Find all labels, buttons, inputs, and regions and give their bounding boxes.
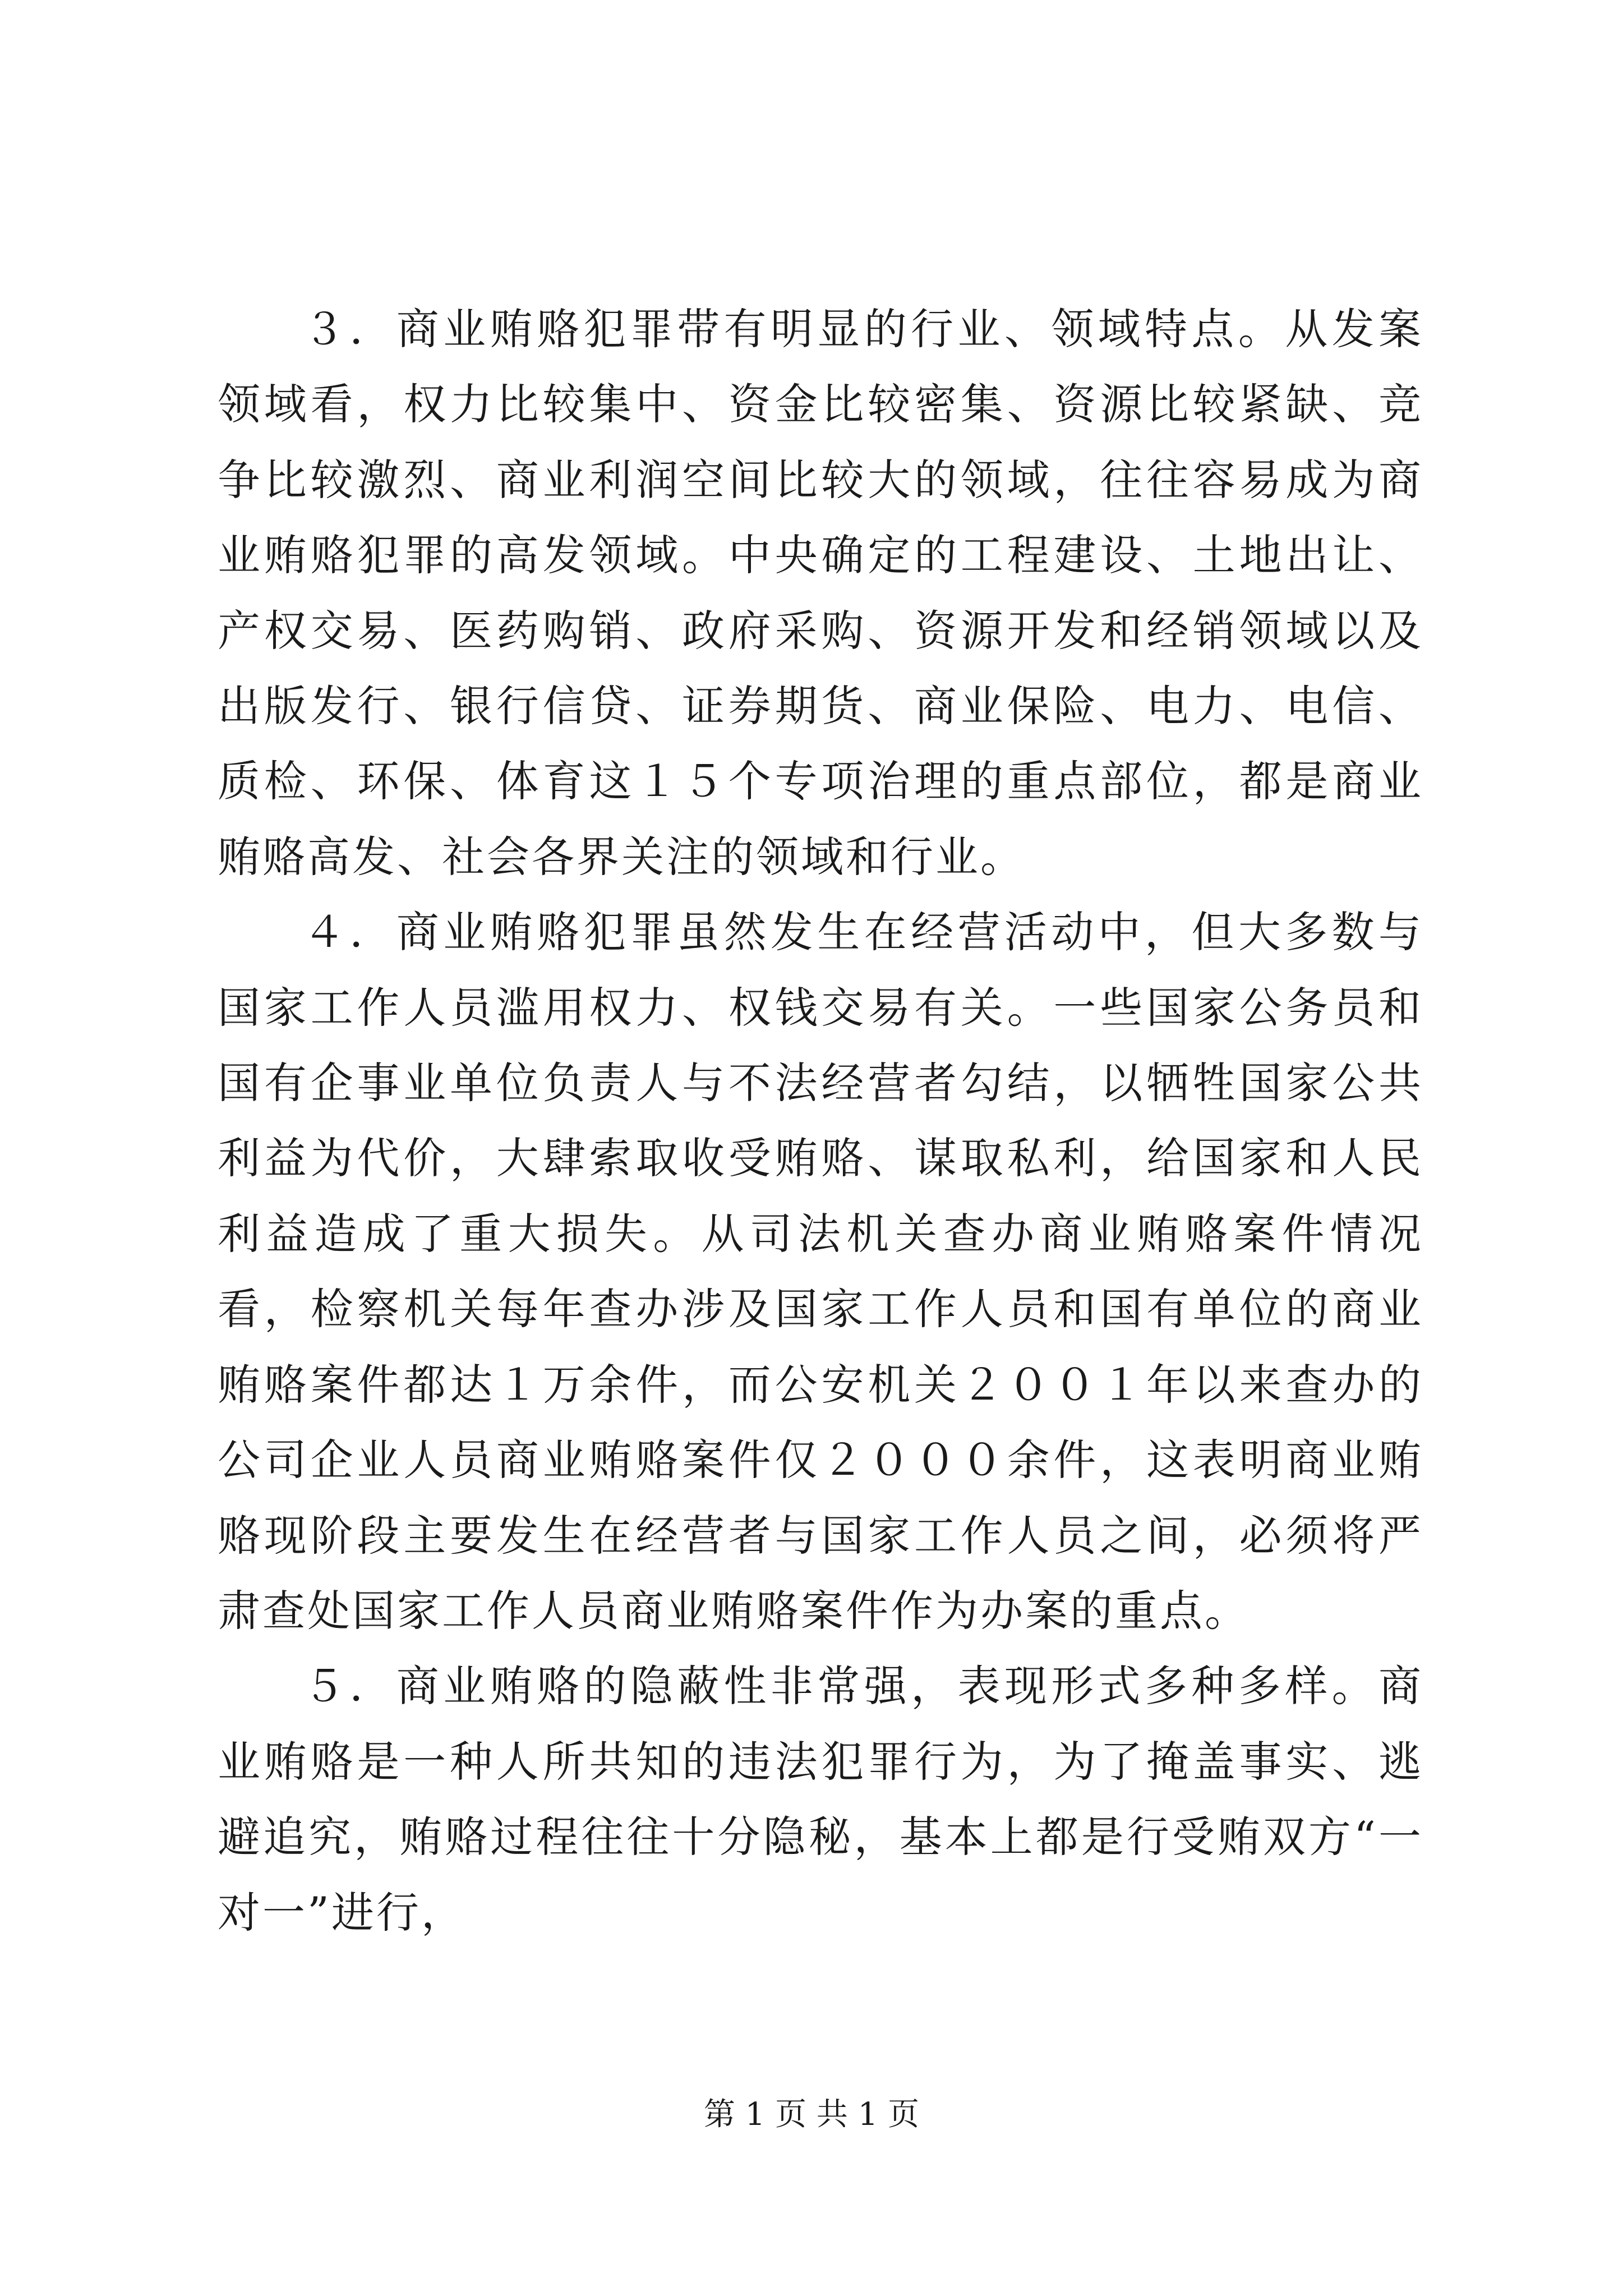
page-footer: 第 1 页 共 1 页 [703, 2096, 920, 2133]
paragraph-4: ４．商业贿赂犯罪虽然发生在经营活动中，但大多数与国家工作人员滥用权力、权钱交易有关。一些国家公务员和国有企事业单位负责人与不法经营者勾结，以牺牲国家公共利益为代价，大肆索取收受贿赂、谋取私利，给国家和人民利益造成了重大损失。从司法机关查办商业贿赂案件情况看，检察机关每年查办涉及国家工作人员和国有单位的商业贿赂案件都达１万余件，而公安机关２００１年以来查办的公司企业人员商业贿赂案件仅２０００余件，这表明商业贿赂现阶段主要发生在经营者与国家工作人员之间，必须将严肃查处国家工作人员商业贿赂案件作为办案的重点。 [218, 907, 1423, 1636]
paragraph-5: ５．商业贿赂的隐蔽性非常强，表现形式多种多样。商业贿赂是一种人所共知的违法犯罪行为，为了掩盖事实、逃避追究，贿赂过程往往十分隐秘，基本上都是行受贿双方“一对一”进行， [218, 1661, 1423, 1938]
document-body [218, 292, 1423, 1950]
paragraph-3: ３．商业贿赂犯罪带有明显的行业、领域特点。从发案领域看，权力比较集中、资金比较密集、资源比较紧缺、竞争比较激烈、商业利润空间比较大的领域，往往容易成为商业贿赂犯罪的高发领域。中央确定的工程建设、土地出让、产权交易、医药购销、政府采购、资源开发和经销领域以及出版发行、银行信贷、证券期货、商业保险、电力、电信、质检、环保、体育这１５个专项治理的重点部位，都是商业贿赂高发、社会各界关注的领域和行业。 [218, 304, 1423, 882]
